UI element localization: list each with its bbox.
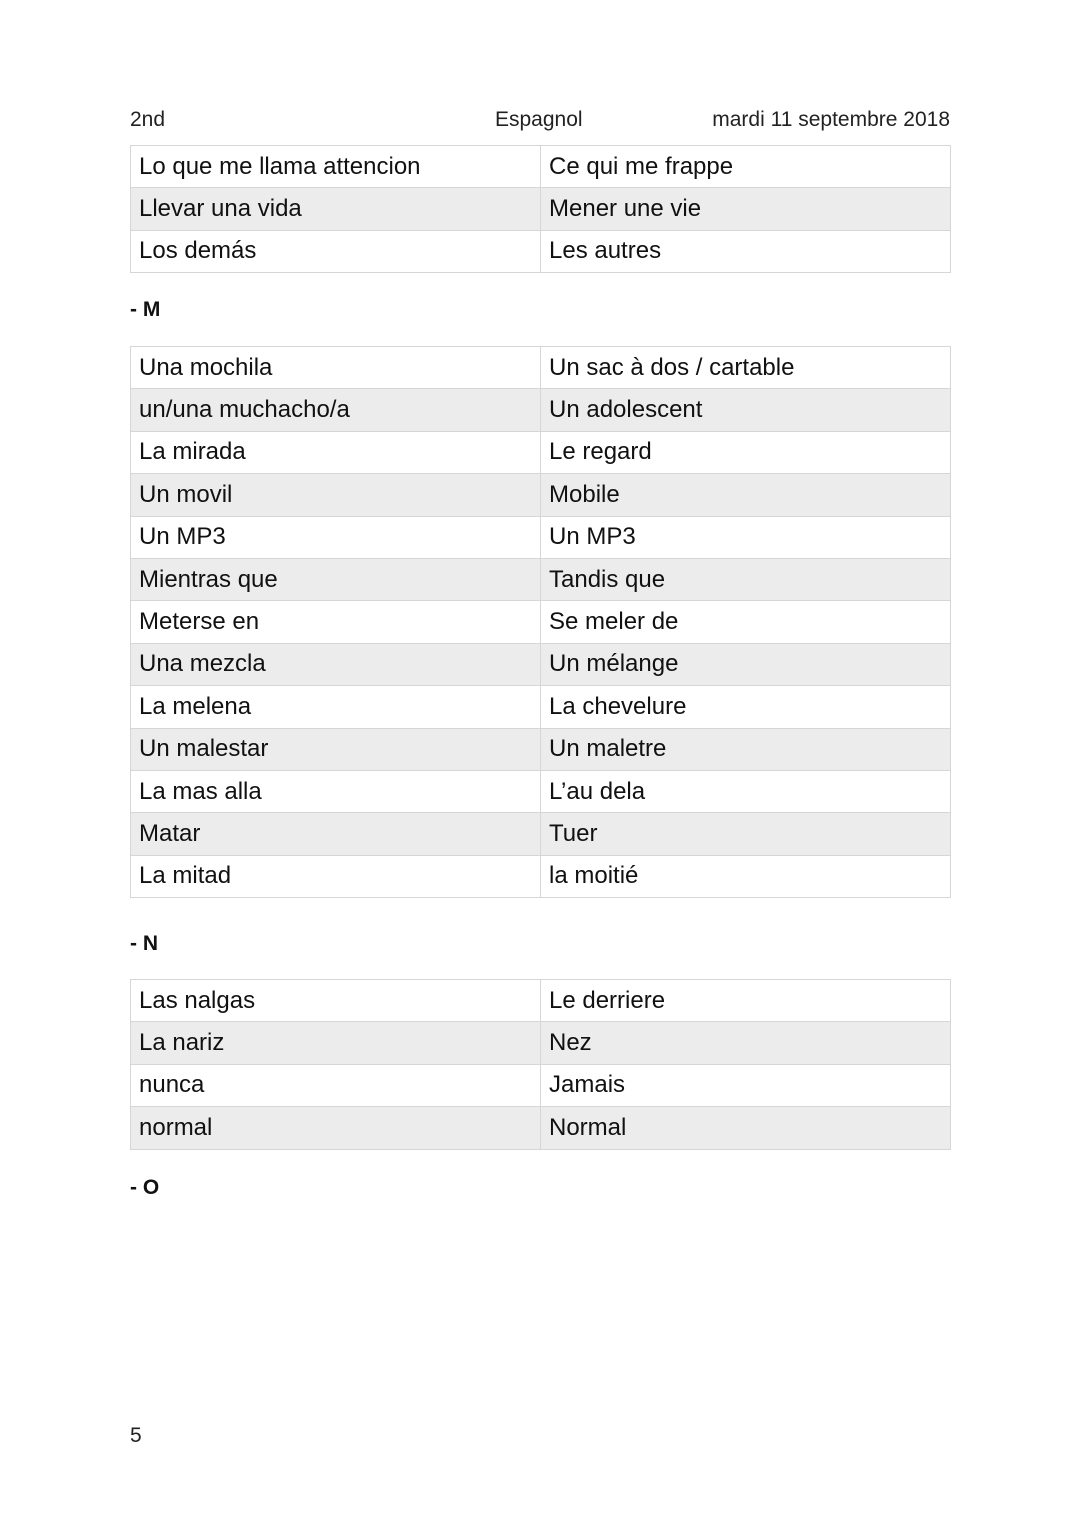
- french-translation: Mener une vie: [541, 188, 951, 230]
- spanish-term: Una mezcla: [131, 643, 541, 685]
- french-translation: Un sac à dos / cartable: [541, 347, 951, 389]
- table-row: [131, 1107, 951, 1149]
- spanish-term: Un movil: [131, 474, 541, 516]
- french-translation: Le regard: [541, 431, 951, 473]
- vocab-table-m: [130, 346, 951, 898]
- spanish-term: La melena: [131, 686, 541, 728]
- table-row: [131, 474, 951, 516]
- french-translation: Normal: [541, 1107, 951, 1149]
- section-heading-o: - O: [130, 1176, 160, 1199]
- spanish-term: Meterse en: [131, 601, 541, 643]
- subject-label: Espagnol: [495, 108, 583, 131]
- french-translation: Un mélange: [541, 643, 951, 685]
- french-translation: Les autres: [541, 230, 951, 272]
- spanish-term: La mitad: [131, 855, 541, 897]
- table-row: [131, 431, 951, 473]
- french-translation: Nez: [541, 1022, 951, 1064]
- section-heading-m: - M: [130, 298, 161, 321]
- section-heading-n: - N: [130, 932, 158, 955]
- table-row: [131, 516, 951, 558]
- spanish-term: Lo que me llama attencion: [131, 146, 541, 188]
- spanish-term: La nariz: [131, 1022, 541, 1064]
- spanish-term: La mas alla: [131, 770, 541, 812]
- page-header: [130, 108, 950, 136]
- table-row: [131, 728, 951, 770]
- table-row: [131, 347, 951, 389]
- table-row: [131, 1022, 951, 1064]
- table-row: [131, 601, 951, 643]
- table-row: [131, 813, 951, 855]
- french-translation: la moitié: [541, 855, 951, 897]
- spanish-term: normal: [131, 1107, 541, 1149]
- class-label: 2nd: [130, 108, 166, 131]
- french-translation: Un MP3: [541, 516, 951, 558]
- spanish-term: La mirada: [131, 431, 541, 473]
- french-translation: Mobile: [541, 474, 951, 516]
- spanish-term: Las nalgas: [131, 980, 541, 1022]
- french-translation: Un adolescent: [541, 389, 951, 431]
- table-row: [131, 686, 951, 728]
- french-translation: Ce qui me frappe: [541, 146, 951, 188]
- table-row: [131, 855, 951, 897]
- vocab-table-continued: [130, 145, 951, 273]
- table-row: [131, 146, 951, 188]
- spanish-term: Un malestar: [131, 728, 541, 770]
- vocab-table-n: [130, 979, 951, 1150]
- page-number: 5: [130, 1424, 142, 1447]
- french-translation: Tuer: [541, 813, 951, 855]
- spanish-term: Llevar una vida: [131, 188, 541, 230]
- french-translation: Un maletre: [541, 728, 951, 770]
- table-row: [131, 230, 951, 272]
- spanish-term: un/una muchacho/a: [131, 389, 541, 431]
- table-row: [131, 980, 951, 1022]
- french-translation: Jamais: [541, 1064, 951, 1106]
- table-row: [131, 558, 951, 600]
- spanish-term: Matar: [131, 813, 541, 855]
- table-row: [131, 770, 951, 812]
- spanish-term: nunca: [131, 1064, 541, 1106]
- table-row: [131, 389, 951, 431]
- table-row: [131, 188, 951, 230]
- french-translation: Le derriere: [541, 980, 951, 1022]
- spanish-term: Un MP3: [131, 516, 541, 558]
- date-label: mardi 11 septembre 2018: [712, 108, 950, 131]
- spanish-term: Una mochila: [131, 347, 541, 389]
- french-translation: Tandis que: [541, 558, 951, 600]
- french-translation: L’au dela: [541, 770, 951, 812]
- table-row: [131, 1064, 951, 1106]
- table-row: [131, 643, 951, 685]
- french-translation: Se meler de: [541, 601, 951, 643]
- spanish-term: Los demás: [131, 230, 541, 272]
- spanish-term: Mientras que: [131, 558, 541, 600]
- french-translation: La chevelure: [541, 686, 951, 728]
